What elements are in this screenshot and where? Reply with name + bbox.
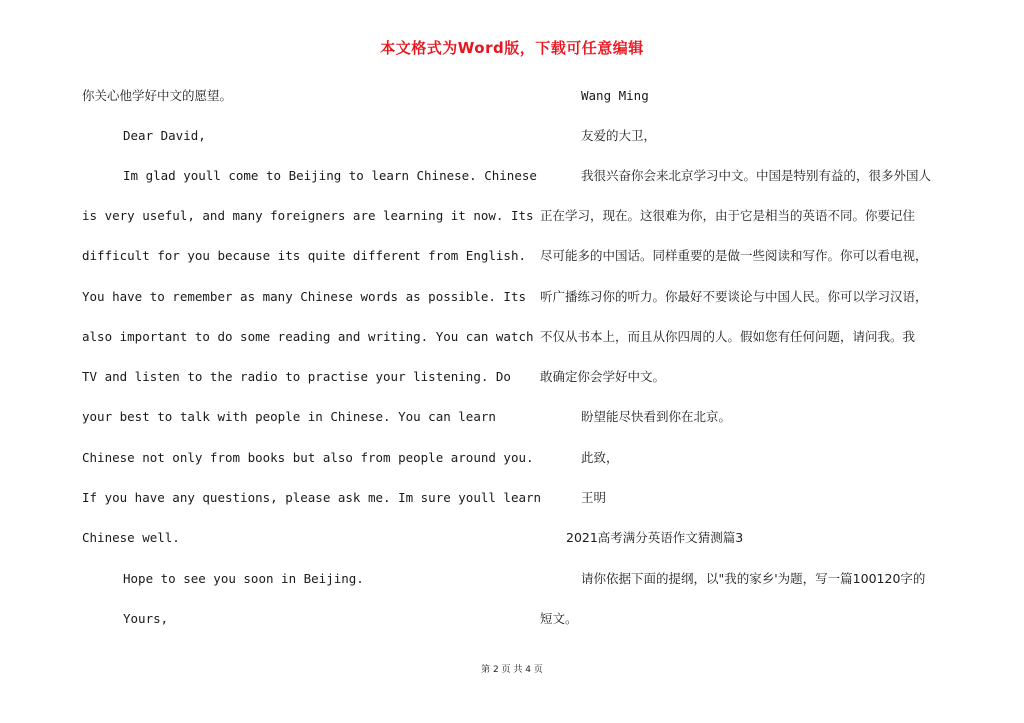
document-banner: 本文格式为Word版，下载可任意编辑 [380,39,644,57]
paragraph-line: 尽可能多的中国话。同样重要的是做一些阅读和写作。你可以看电视， [540,248,928,263]
paragraph-line: 听广播练习你的听力。你最好不要谈论与中国人民。你可以学习汉语， [540,289,928,304]
letter-closing-line: Hope to see you soon in Beijing. [123,571,364,586]
letter-signoff: Yours, [123,611,169,626]
paragraph-line: 正在学习，现在。这很难为你，由于它是相当的英语不同。你要记住 [540,208,916,223]
paragraph-line: is very useful, and many foreigners are learning it now. Its [82,208,534,223]
paragraph-line: Im glad youll come to Beijing to learn Chinese. Chinese [123,168,537,183]
paragraph-line: Chinese well. [82,530,180,545]
paragraph-line: Chinese not only from books but also from people around you. [82,450,534,465]
paragraph-line: You have to remember as many Chinese words as possible. Its [82,289,527,304]
paragraph-line: 我很兴奋你会来北京学习中文。中国是特别有益的，很多外国人 [581,168,932,183]
paragraph-line: your best to talk with people in Chinese. You can learn [82,409,496,424]
section-heading: 2021高考满分英语作文猜测篇3 [566,530,744,545]
letter-salutation: Dear David, [123,128,206,143]
paragraph-line: 请你依据下面的提纲，以"我的家乡'为题，写一篇100120字的 [581,571,926,586]
letter-closing-line-cn: 盼望能尽快看到你在北京。 [581,409,732,424]
paragraph-line: 不仅从书本上，而且从你四周的人。假如您有任何问题，请问我。我 [540,329,916,344]
paragraph-line: 你关心他学好中文的愿望。 [82,88,233,103]
paragraph-line: If you have any questions, please ask me. Im sure youll learn [82,490,542,505]
letter-salutation-cn: 友爱的大卫， [581,128,657,143]
paragraph-line: difficult for you because its quite different from English. [82,248,527,263]
paragraph-line: 短文。 [540,611,578,626]
paragraph-line: 敢确定你会学好中文。 [540,369,666,384]
letter-signature: Wang Ming [581,88,649,103]
paragraph-line: TV and listen to the radio to practise your listening. Do [82,369,511,384]
letter-signoff-cn: 此致， [581,450,619,465]
page-number-footer: 第 2 页 共 4 页 [481,665,543,675]
letter-signature-cn: 王明 [581,490,607,505]
paragraph-line: also important to do some reading and writing. You can watch [82,329,534,344]
